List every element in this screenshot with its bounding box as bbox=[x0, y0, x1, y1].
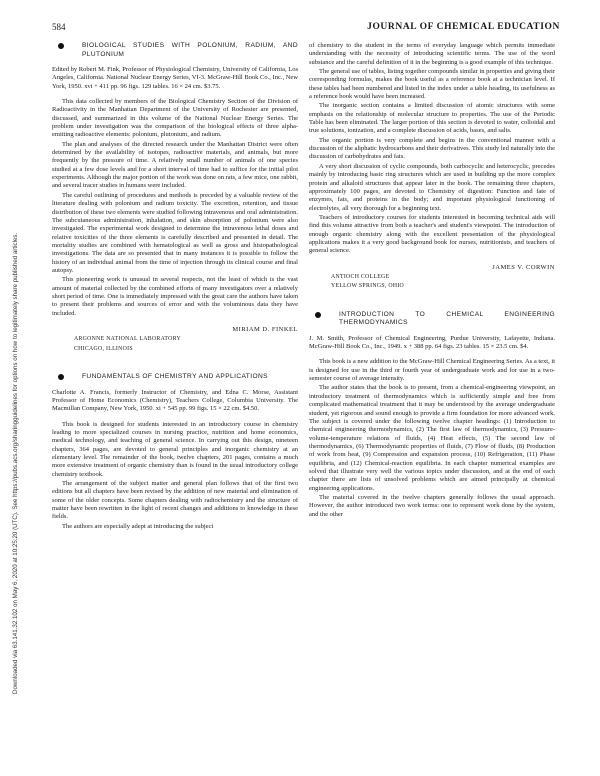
review-paragraph: The organic portion is very complete and begins in the conventional manner with a discussion of the aliphatic hydrocarbons and their derivatives. This study led naturally into the discussion of carbohydrates and fats. bbox=[309, 136, 555, 161]
reviewer-affiliation bbox=[52, 336, 298, 353]
affiliation-line: ANTIOCH COLLEGE bbox=[331, 273, 390, 280]
review-paragraph: This book is designed for students interested in an introductory course in chemistry leading to more specialized courses in nursing practice, nutrition and home economics, medical technology, and teaching of general science. In carrying out this design, nineteen chapters, 364 pages, are devoted to general principles and inorganic chemistry at an elementary level. The remainder of the book, twelve chapters, 201 pages, contains a much more extensive treatment of organic chemistry than is found in the usual introductory college chemistry textbook. bbox=[52, 420, 298, 478]
affiliation-line: YELLOW SPRINGS, OHIO bbox=[331, 283, 405, 290]
review-heading bbox=[52, 373, 298, 382]
review-heading bbox=[309, 311, 555, 328]
reviewer-signature: JAMES V. CORWIN bbox=[492, 263, 555, 271]
review-title: BIOLOGICAL STUDIES WITH POLONIUM, RADIUM, AND PLUTONIUM bbox=[82, 42, 298, 58]
left-column bbox=[52, 42, 298, 532]
review-title: FUNDAMENTALS OF CHEMISTRY AND APPLICATIONS bbox=[82, 373, 268, 381]
reviewer-affiliation bbox=[309, 274, 555, 291]
journal-title: JOURNAL OF CHEMICAL EDUCATION bbox=[367, 22, 560, 32]
review-paragraph: This pioneering work is unusual in several respects, not the least of which is the vast amount of material collected by the combined efforts of many investigators over a relatively short period of time. One is immediately impressed with the great care the authors have taken to present their problems and sources of error and with the voluminous data they have included. bbox=[52, 276, 298, 317]
review-paragraph: The general use of tables, listing together compounds similar in properties and giving their corresponding formulas, makes the book useful as a reference book at a technician level. If these tables had been numbered and listed in the index under a table heading, its usefulness as a reference book would have been increased. bbox=[309, 68, 555, 101]
review-paragraph: of chemistry to the student in the terms of everyday language which permits immediate understanding with the necessity of introducing scientific terms. The use of the word substance and the careful definition of it in the beginning is a good example of this technique. bbox=[309, 42, 555, 66]
review-paragraph: The inorganic section contains a limited discussion of atomic structures with some emphasis on the relationship of molecular structure to properties. The use of the Periodic Table has been eliminated. The larger portion of this section is devoted to water, colloidal and true solutions, ionization, and a complete discussion of acids, bases, and salts. bbox=[309, 102, 555, 135]
review-title: INTRODUCTION TO CHEMICAL ENGINEERING THERMODYNAMICS bbox=[339, 310, 555, 327]
review-paragraph: This data collected by members of the Biological Chemistry Section of the Division of Radioactivity in the Manhattan Department of the University of Rochester are presented, discussed, and summarized in this volume of the National Nuclear Energy Series. The problem under investigation was the comparison of the biological effects of three alpha-emitting radioactive elements: polonium, plutonium, and radium. bbox=[52, 98, 298, 139]
download-notice: Downloaded via 63.141.32.102 on May 6, 2020 at 10:25:20 (UTC). See https://pubs.acs.org/sharingguidelines for options on how to legitimately share published articles. bbox=[12, 232, 19, 694]
bullet-icon bbox=[58, 374, 64, 380]
review-citation: Edited by Robert M. Fink, Professor of Physiological Chemistry, University of California, Los Angeles, California. National Nuclear Energy Series, VI-3. McGraw-Hill Book Co., Inc., New York, 1950. xvi + 411 pp. 96 figs. 129 tables. 16 × 24 cm. $3.75. bbox=[52, 66, 298, 90]
review-paragraph: Teachers of introductory courses for students interested in becoming technical aids will find this volume attractive from both a teacher's and student's viewpoint. The introduction of enough organic chemistry along with the excellent presentation of the physiological applications makes it a very good background book for nurses, nutritionists, and teachers of general science. bbox=[309, 213, 555, 255]
right-column bbox=[309, 42, 555, 520]
review-paragraph: A very short discussion of cyclic compounds, both carbocyclic and heterocyclic, precedes mainly by introducing basic ring structures which are used in building up the more complex protein and alkaloid structures that appear later in the book. The remaining three chapters, approximately 100 pages, are devoted to Chemistry of digestion: Function and fate of enzymes, fats, and proteins in the body; and important physiological functioning of electrolytes, all very thorough for a beginning text. bbox=[309, 162, 555, 212]
review-paragraph: The authors are especially adept at introducing the subject bbox=[62, 522, 214, 530]
bullet-icon bbox=[58, 43, 64, 49]
review-paragraph: The plan and analyses of the directed research under the Manhattan District were often determined by the availability of isotopes, radioactive materials, and animals, but more frequently by the pressure of time. A relatively small number of animals of one species studied at a few dose levels and for a short interval of time had to suffice for the initial pilot experiments. Although the major portion of the work was done on rats, a few mice, one rabbit, and several tracer studies in humans were included. bbox=[52, 140, 298, 190]
review-paragraph: The material covered in the twelve chapters generally follows the usual approach. However, the author introduced two work terms: one to represent work done by the system, and the other bbox=[309, 493, 555, 518]
affiliation-line: CHICAGO, ILLINOIS bbox=[74, 345, 133, 352]
review-paragraph: This book is a new addition to the McGraw-Hill Chemical Engineering Series. As a text, it is designed for use in the third or fourth year of undergraduate work and for use in a two-semester course of average intensity. bbox=[309, 358, 555, 383]
review-citation: J. M. Smith, Professor of Chemical Engineering, Purdue University, Lafayette, Indiana. McGraw-Hill Book Co., Inc., 1949. x + 388 pp. 64 figs. 23 tables. 15 × 23.5 cm. $4. bbox=[309, 334, 555, 351]
review-paragraph: The arrangement of the subject matter and general plan follows that of the first two editions but all chapters have been revised by the addition of new material and elimination of some of the older concepts. Some chapters dealing with radiochemistry and the structure of matter have been rewritten in the light of recent changes and additions to knowledge in these fields. bbox=[52, 480, 298, 521]
bullet-icon bbox=[315, 312, 321, 318]
review-paragraph: The author states that the book is to present, from a chemical-engineering viewpoint, an introductory treatment of thermodynamics which is sufficiently simple and free from complicated mathematical treatment that it may be understood by the average undergraduate student, yet rigorous and sound enough to provide a firm foundation for more advanced work. The subject is covered under the following twelve chapter headings: (1) Introduction to chemical engineering thermodynamics, (2) The first law of thermodynamics, (3) Pressure-volume-temperature relations of fluids, (4) Heat effects, (5) The second law of thermodynamics, (6) Thermodynamic properties of fluids, (7) Flow of fluids, (8) Production of work from heat, (9) Compression and expansion process, (10) Refrigeration, (11) Phase equilibria, and (12) Chemical-reaction equilibria. In each chapter numerical examples are solved that illustrate very well the various topics under discussion, and at the end of each chapter there are lists of unsolved problems which are aimed principally at chemical engineering applications. bbox=[309, 384, 555, 492]
download-sidebar bbox=[6, 232, 30, 700]
page-number: 584 bbox=[52, 22, 66, 32]
review-citation: Charlotte A. Francis, formerly Instructor of Chemistry, and Edna C. Morse, Assistant Professor of Home Economics (Chemistry), Teachers College, Columbia University. The Macmillan Company, New York, 1950. xi + 545 pp. 99 figs. 15 × 22 cm. $4.50. bbox=[52, 388, 298, 413]
page-header bbox=[52, 22, 560, 36]
reviewer-signature: MIRIAM D. FINKEL bbox=[232, 325, 298, 333]
affiliation-line: ARGONNE NATIONAL LABORATORY bbox=[74, 336, 181, 343]
review-heading bbox=[52, 42, 298, 59]
review-paragraph: The careful outlining of procedures and methods is preceded by a valuable review of the literature dealing with polonium and radium toxicity. The excretion, retention, and tissue distribution of these two elements were studied following intravenous and oral administration. The subcutaneous administration, inhalation, and skin absorption of polonium were also investigated. The experimental work designed to determine the intravenous lethal doses and relative toxicities of the three elements is carefully described and presented in detail. The mortality studies are combined with hematological as well as gross and histopathological investigations. The data are so presented that in many instances it is possible to follow the history of an individual animal from the time of injection through its clinical course and final autopsy. bbox=[52, 191, 298, 274]
